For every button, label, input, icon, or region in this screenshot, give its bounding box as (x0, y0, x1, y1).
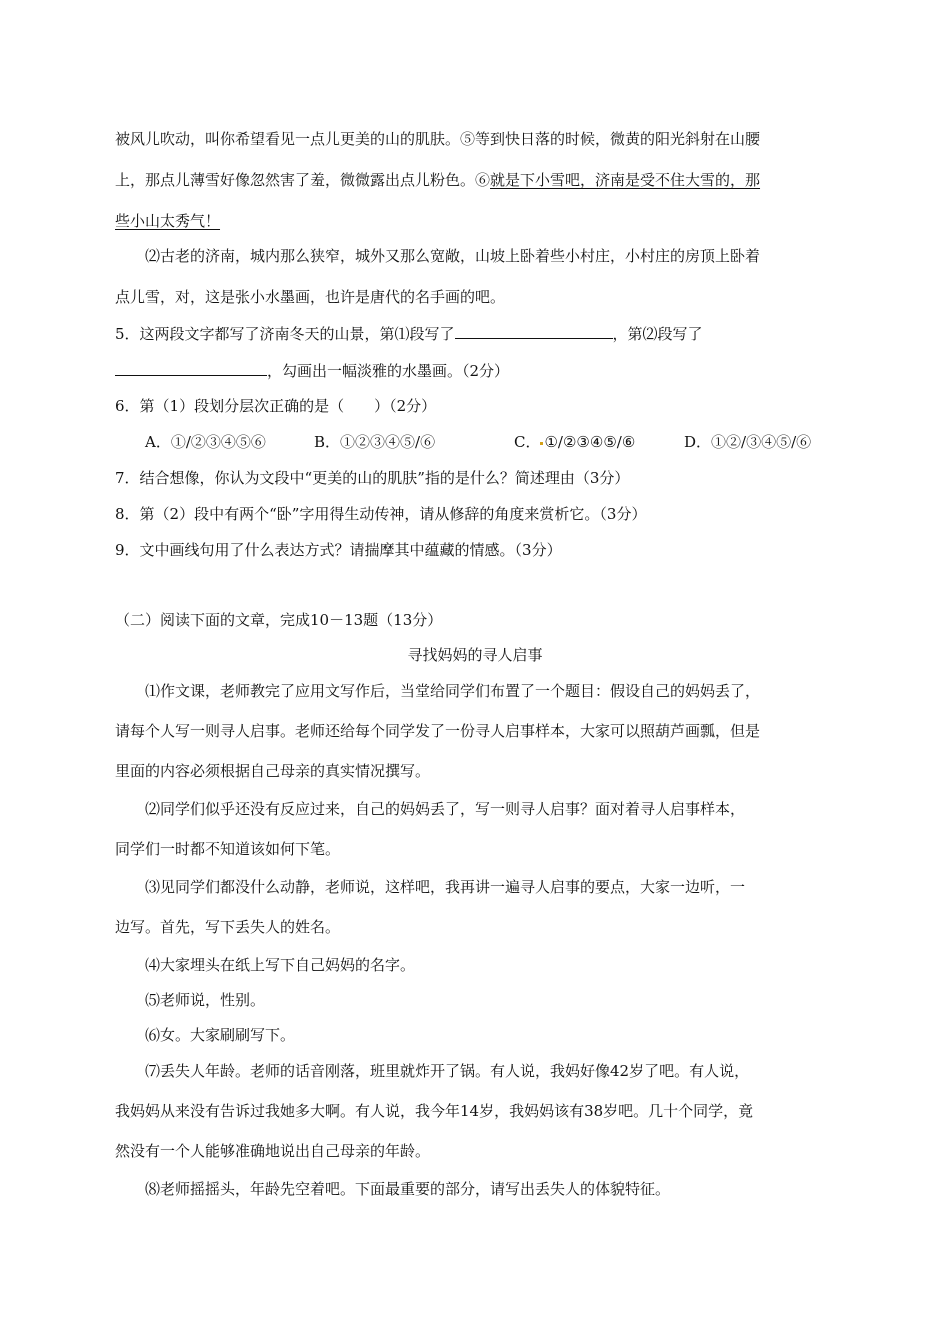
paragraph-2: ⑵古老的济南，城内那么狭窄，城外又那么宽敞，山坡上卧着些小村庄，小村庄的房顶上卧着 (145, 247, 761, 265)
option-d[interactable]: D．①②/③④⑤/⑥ (684, 433, 812, 451)
underlined-sentence: 就是下小雪吧，济南是受不住大雪的，那 (490, 171, 761, 189)
passage-line (115, 170, 760, 190)
passage-text: 上，那点儿薄雪好像忽然害了羞，微微露出点儿粉色。⑥ (115, 171, 491, 189)
article-line: 然没有一个人能够准确地说出自己母亲的年龄。 (115, 1142, 431, 1160)
answer-blank[interactable] (455, 323, 613, 339)
question-5-continued: ，勾画出一幅淡雅的水墨画。（2分） (115, 360, 509, 381)
article-line: ⑻老师摇摇头，年龄先空着吧。下面最重要的部分，请写出丢失人的体貌特征。 (145, 1180, 671, 1198)
article-line: ⑵同学们似乎还没有反应过来，自己的妈妈丢了，写一则寻人启事？面对着寻人启事样本， (145, 800, 746, 818)
article-line: ⑹女。大家刷刷写下。 (145, 1026, 296, 1044)
article-line: ⑴作文课，老师教完了应用文写作后，当堂给同学们布置了一个题目：假设自己的妈妈丢了， (145, 682, 761, 700)
question-9: 9．文中画线句用了什么表达方式？请揣摩其中蕴藏的情感。（3分） (115, 541, 562, 559)
question-6: 6．第（1）段划分层次正确的是（ ）（2分） (115, 397, 437, 415)
question-7: 7．结合想像，你认为文段中“更美的山的肌肤”指的是什么？简述理由（3分） (115, 469, 630, 487)
option-c[interactable]: C． ①/②③④⑤/⑥ (514, 433, 636, 451)
passage-line: 点儿雪，对，这是张小水墨画，也许是唐代的名手画的吧。 (115, 288, 506, 306)
article-line: 请每个人写一则寻人启事。老师还给每个同学发了一份寻人启事样本，大家可以照葫芦画瓢，但是 (115, 722, 761, 740)
article-line: 我妈妈从来没有告诉过我她多大啊。有人说，我今年14岁，我妈妈该有38岁吧。几十个同学，竟 (115, 1102, 754, 1120)
article-line: ⑺丢失人年龄。老师的话音刚落，班里就炸开了锅。有人说，我妈好像42岁了吧。有人说， (145, 1062, 750, 1080)
passage-line: 被风儿吹动，叫你希望看见一点儿更美的山的肌肤。⑤等到快日落的时候，微黄的阳光斜射在山腰 (115, 130, 761, 148)
article-line: ⑷大家埋头在纸上写下自己妈妈的名字。 (145, 956, 416, 974)
article-line: 里面的内容必须根据自己母亲的真实情况撰写。 (115, 762, 431, 780)
option-b[interactable]: B．①②③④⑤/⑥ (314, 433, 436, 451)
article-line: 边写。首先，写下丢失人的姓名。 (115, 918, 341, 936)
question-8: 8．第（2）段中有两个“卧”字用得生动传神，请从修辞的角度来赏析它。（3分） (115, 505, 647, 523)
question-5: 5．这两段文字都写了济南冬天的山景，第⑴段写了 ，第⑵段写了 (115, 325, 703, 343)
article-title: 寻找妈妈的寻人启事 (407, 646, 543, 664)
option-a[interactable]: A．①/②③④⑤⑥ (145, 433, 266, 451)
underlined-sentence: 些小山太秀气！ (115, 212, 221, 230)
section-heading: （二）阅读下面的文章，完成10－13题（13分） (115, 611, 443, 629)
article-line: 同学们一时都不知道该如何下笔。 (115, 840, 341, 858)
article-line: ⑸老师说，性别。 (145, 991, 266, 1009)
answer-blank[interactable] (115, 360, 267, 376)
article-line: ⑶见同学们都没什么动静，老师说，这样吧，我再讲一遍寻人启事的要点，大家一边听，一 (145, 878, 746, 896)
